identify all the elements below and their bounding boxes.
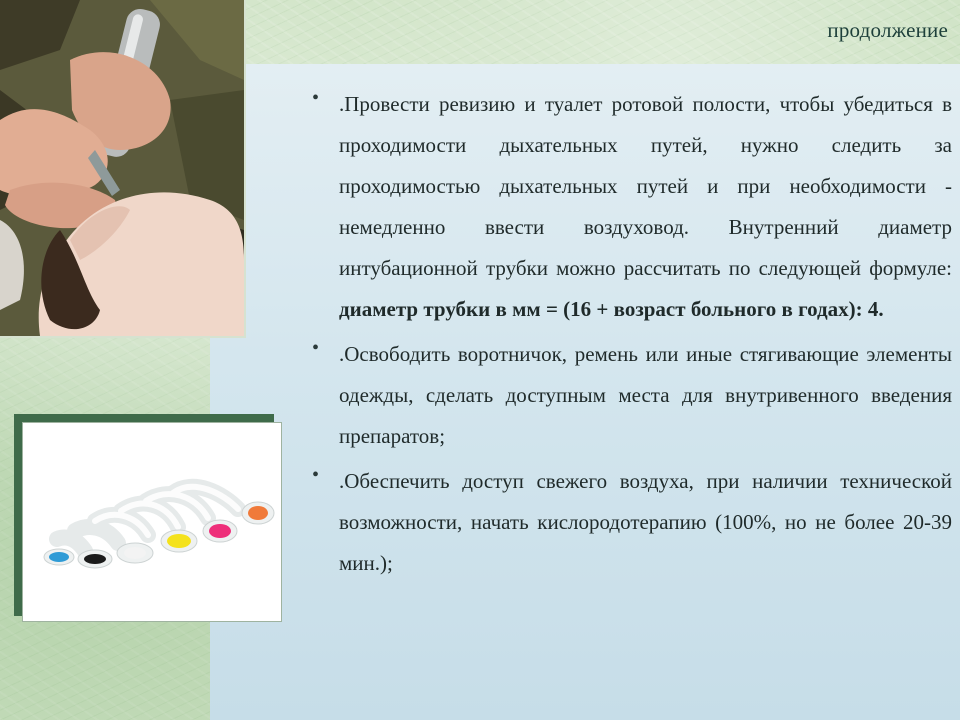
bullet-text-3: .Обеспечить доступ свежего воздуха, при наличии технической возможности, начать кислородотерапию (100%, но не более 20-39 мин.); <box>339 469 952 575</box>
bullet-dot: • <box>312 464 320 486</box>
bullet-list <box>312 84 952 584</box>
bullet-item-2 <box>312 334 952 457</box>
slide-title: продолжение <box>827 18 948 42</box>
tube-diameter-formula: диаметр трубки в мм = (16 + возраст больного в годах): 4. <box>339 297 884 321</box>
intubation-photo <box>0 0 246 338</box>
bullet-item-3 <box>312 461 952 584</box>
intubation-photo-illustration <box>0 0 244 336</box>
bullet-dot: • <box>312 337 320 359</box>
bullet-text-2: .Освободить воротничок, ремень или иные стягивающие элементы одежды, сделать доступным места для внутривенного введения препаратов; <box>339 342 952 448</box>
bullet-item-1 <box>312 84 952 330</box>
bullet-dot: • <box>312 87 320 109</box>
bullet-text-1: .Провести ревизию и туалет ротовой полости, чтобы убедиться в проходимости дыхательных путей, нужно следить за проходимостью дыхательных путей и при необходимости - немедленно ввести воздуховод. Внутренний диаметр интубационной трубки можно рассчитать по следующей формуле: <box>339 92 952 280</box>
oropharyngeal-airways-photo <box>22 422 282 622</box>
airways-illustration <box>23 423 281 621</box>
